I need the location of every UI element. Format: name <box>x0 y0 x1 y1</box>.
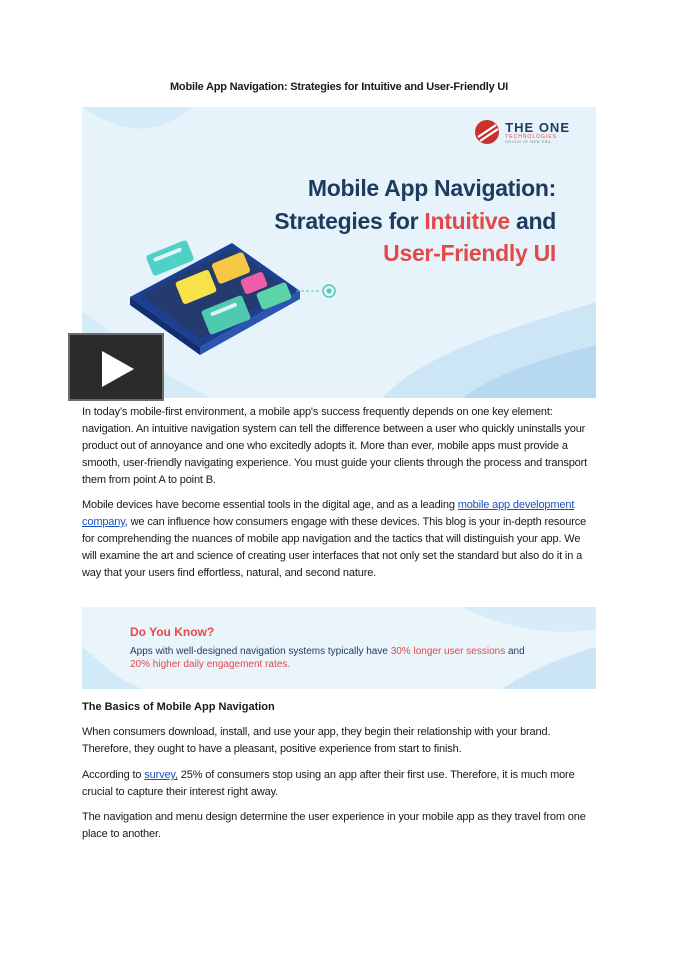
hero-line2-accent: Intuitive <box>424 208 510 234</box>
company-paragraph <box>82 497 596 582</box>
do-you-know-callout <box>82 607 596 689</box>
navigation-paragraph: The navigation and menu design determine the user experience in your mobile app as they travel from one place to another. <box>82 811 586 840</box>
survey-paragraph <box>82 767 596 801</box>
p4-before: According to <box>82 769 145 781</box>
section-heading: The Basics of Mobile App Navigation <box>82 701 275 713</box>
brand-name: THE ONE <box>505 119 570 135</box>
p2-after: , we can influence how consumers engage with these devices. This blog is your in-depth resource for comprehending the nuances of mobile app navigation and the tactics that will distinguish your app. We will examine the art and science of creating user interfaces that not only set the standard but also do it in a way that your users find effortless, natural, and second nature. <box>82 516 587 579</box>
brand-sub: TECHNOLOGIES <box>505 133 557 140</box>
brand-tagline: ORIGIN OF NEW ERA <box>505 139 551 144</box>
document-title: Mobile App Navigation: Strategies for Intuitive and User-Friendly UI <box>169 81 509 93</box>
callout-part-a: Apps with well-designed navigation systems typically have <box>130 646 391 657</box>
hero-heading-line-1: Mobile App Navigation: <box>307 175 556 201</box>
play-button[interactable] <box>68 333 164 401</box>
brand-logo <box>474 119 570 145</box>
hero-heading-line-3: User-Friendly UI <box>383 240 556 266</box>
callout-text <box>130 645 530 671</box>
hero-line2-suffix: and <box>509 208 556 234</box>
brand-icon <box>474 119 500 145</box>
hero-heading-line-2 <box>274 208 556 235</box>
basics-paragraph: When consumers download, install, and use your app, they begin their relationship with your brand. Therefore, they ought to have a pleasant, positive experience from start to finish. <box>82 726 551 755</box>
callout-stat-sessions: 30% longer user sessions <box>390 646 506 657</box>
callout-part-c: and <box>505 646 525 657</box>
callout-stat-engagement: 20% higher daily engagement rates. <box>130 659 291 670</box>
intro-paragraph: In today's mobile-first environment, a mobile app's success frequently depends on one key element: navigation. An intuitive navigation system can tell the difference between a user who quickly uninstalls your product out of annoyance and one who excitedly adopts it. More than ever, mobile apps must provide a smooth, user-friendly navigating experience. You must guide your clients through the process and transport them from point A to point B. <box>82 406 588 486</box>
hero-line2-prefix: Strategies for <box>274 208 425 234</box>
mobile-app-development-link[interactable]: mobile app development company <box>82 499 575 528</box>
callout-title: Do You Know? <box>130 625 215 639</box>
p4-after: 25% of consumers stop using an app after their first use. Therefore, it is much more crucial to capture their interest right away. <box>82 769 575 798</box>
play-icon <box>100 349 136 389</box>
p2-before: Mobile devices have become essential tools in the digital age, and as a leading <box>82 499 458 511</box>
survey-link[interactable]: survey, <box>144 769 178 781</box>
